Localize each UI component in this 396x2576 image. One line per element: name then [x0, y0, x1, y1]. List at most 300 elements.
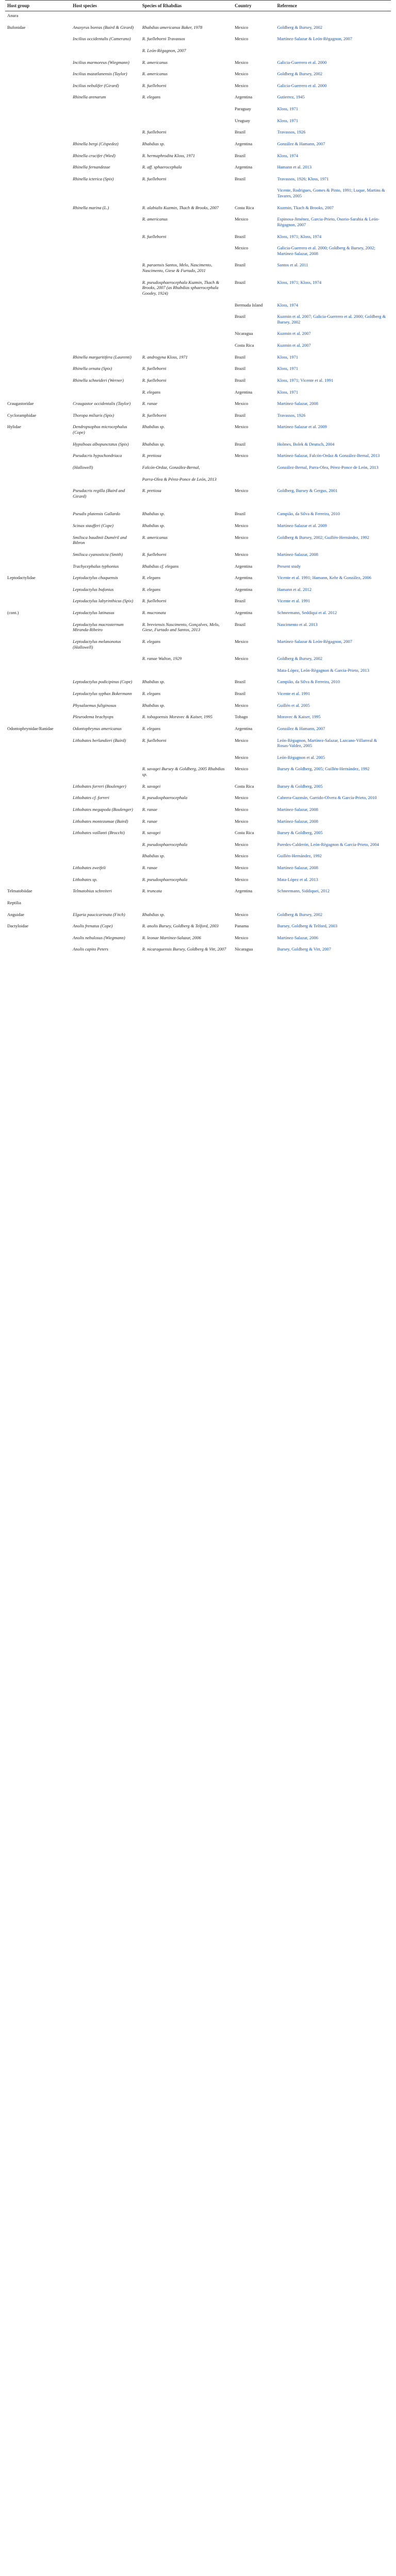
host-species-cell: Rhinella arenarum	[73, 94, 106, 100]
country-cell: Mexico	[235, 36, 249, 42]
reference-cell[interactable]: Kloss, 1971	[277, 117, 299, 123]
host-group-cell	[5, 934, 71, 945]
table-row	[5, 341, 391, 353]
country-cell: Mexico	[235, 754, 249, 760]
country-cell: Argentina	[235, 575, 253, 581]
country-cell: Mexico	[235, 806, 249, 812]
host-group-cell: Bufonidae	[7, 24, 26, 30]
reference-cell[interactable]	[275, 11, 391, 23]
reference-cell[interactable]: Schneemann, Siddiquei, 2012	[277, 888, 330, 894]
reference-cell[interactable]: Bursey & Goldberg, 2005	[277, 783, 323, 789]
reference-cell[interactable]: Travassos, 1926; Kloss, 1971	[277, 176, 329, 181]
table-row	[5, 753, 391, 765]
host-species-cell	[71, 388, 140, 400]
host-group-cell	[5, 503, 71, 510]
rhabdias-species-cell: Rhabdias sp.	[142, 702, 165, 708]
rhabdias-species-cell: R. elegans	[142, 725, 161, 731]
reference-cell[interactable]: González & Hamann, 2007	[277, 725, 325, 731]
table-row	[5, 353, 391, 365]
reference-cell[interactable]: Present study	[277, 563, 301, 569]
rhabdias-species-cell: R. aff. sphaerocephala	[142, 164, 182, 170]
host-species-cell: Pseudacris hypochondriaca	[73, 453, 122, 459]
host-group-cell	[5, 782, 71, 794]
reference-cell[interactable]: Nascimento et al. 2013	[277, 621, 318, 627]
country-cell: Mexico	[235, 638, 249, 644]
rhabdias-species-cell: Rhabdias sp.	[142, 911, 165, 917]
reference-cell[interactable]: Guillén-Hernández, 1992	[277, 853, 322, 859]
table-row	[5, 204, 391, 215]
host-group-cell	[5, 510, 71, 521]
host-group-cell	[5, 388, 71, 400]
host-group-cell	[5, 140, 71, 151]
reference-cell[interactable]: Martínez-Salazar & León-Règagnon, 2007	[277, 36, 352, 42]
rhabdias-species-cell: R. elegans	[142, 94, 161, 100]
host-species-cell: Anolis frenatus (Cope)	[73, 923, 113, 929]
country-cell: Mexico	[235, 935, 249, 940]
country-cell: Argentina	[235, 94, 253, 100]
table-row	[5, 945, 391, 957]
country-cell: Mexico	[235, 818, 249, 824]
reference-cell[interactable]: Goldberg & Bursey, 2002	[277, 656, 323, 662]
reference-cell[interactable]: Espinosa-Jiménez, Garcia-Prieto, Osorio-Sarabia & León-Règagnon, 2007	[277, 216, 380, 227]
table-row	[5, 105, 391, 116]
host-group-cell	[5, 486, 71, 503]
reference-cell[interactable]: Vicente et al. 1991	[277, 598, 310, 604]
host-species-cell: Elgaria paucicarinata (Fitch)	[73, 911, 125, 917]
reference-cell[interactable]: Galicia-Guerrero et al. 2000	[277, 82, 327, 88]
table-row	[5, 899, 391, 910]
host-group-cell: Anura	[7, 13, 19, 18]
reference-cell[interactable]: Campião, da Silva & Ferreira, 2010	[277, 511, 340, 517]
reference-cell[interactable]: Goldberg & Bursey, 2002	[277, 71, 323, 77]
reference-cell[interactable]: Travassos, 1926	[277, 129, 306, 135]
host-group-cell: Dactyloidae	[7, 923, 29, 929]
host-species-cell: Odontophrynus americanus	[73, 725, 122, 731]
host-species-cell: Scinax staufferi (Cope)	[73, 523, 114, 528]
country-cell: Mexico	[235, 853, 249, 859]
reference-cell[interactable]: Mata-López, León-Règagnon & Garcia-Prieto, 2013	[277, 667, 370, 673]
host-species-cell: Anaxyrus boreas (Baird & Girard)	[73, 24, 134, 30]
reference-cell[interactable]: Goldberg & Bursey, 2002; Guillén-Hernández, 1992	[277, 534, 370, 540]
country-cell: Nicaragua	[235, 331, 253, 336]
table-row	[5, 388, 391, 400]
rhabdias-species-cell: R. elegans	[142, 389, 161, 395]
country-cell: Bermuda Island	[235, 302, 263, 308]
host-parasite-table	[5, 0, 391, 957]
reference-cell[interactable]: Kloss, 1971	[277, 106, 299, 111]
host-group-cell	[5, 163, 71, 175]
host-species-cell: Lithobates zweifeli	[73, 865, 106, 870]
reference-cell[interactable]: Martínez-Salazar, 2008	[277, 806, 318, 812]
country-cell	[233, 666, 275, 678]
reference-cell[interactable]: Bursey, Goldberg & Vitt, 2007	[277, 946, 331, 952]
host-group-cell	[5, 701, 71, 713]
host-species-cell	[71, 475, 140, 487]
rhabdias-species-cell: R. hermaphrodita Kloss, 1971	[142, 152, 195, 158]
host-group-cell	[5, 689, 71, 701]
rhabdias-species-cell: R. pseudosphaerocephala	[142, 876, 188, 882]
host-species-cell: Dendropsophus microcephalus (Cope)	[73, 424, 127, 435]
table-row	[5, 215, 391, 232]
rhabdias-species-cell: R. ranae	[142, 818, 158, 824]
host-group-cell: Cycloramphidae	[7, 412, 37, 418]
host-species-cell: Rhinella crucifer (Wied)	[73, 152, 116, 158]
country-cell	[233, 463, 275, 475]
country-cell: Argentina	[235, 563, 253, 569]
host-group-cell	[5, 70, 71, 81]
rhabdias-species-cell: R. elegans	[142, 691, 161, 696]
table-row	[5, 140, 391, 151]
host-species-cell: Leptodactylus syphax Bokermann	[73, 691, 132, 696]
reference-cell[interactable]: Kloss, 1971; Kloss, 1974	[277, 279, 322, 285]
rhabdias-species-cell	[140, 186, 233, 203]
host-group-cell	[5, 677, 71, 689]
host-species-cell: Lithobates cf. forreri	[73, 795, 109, 801]
table-row	[5, 163, 391, 175]
host-species-cell: Smilisca baudinii Duméril and Bibron	[73, 534, 127, 546]
reference-cell[interactable]: Kloss, 1971	[277, 389, 299, 395]
country-cell: Mexico	[235, 911, 249, 917]
table-row	[5, 232, 391, 244]
host-group-cell: Reptilia	[7, 900, 21, 905]
host-species-cell: Craugastor occidentalis (Taylor)	[73, 401, 131, 406]
host-species-cell	[71, 105, 140, 116]
rhabdias-species-cell: R. pseudosphaerocephala	[142, 841, 188, 847]
reference-cell[interactable]: Bursey, Goldberg & Telford, 2003	[277, 923, 338, 929]
country-cell: Mexico	[235, 245, 249, 251]
reference-cell[interactable]: González & Hamann, 2007	[277, 141, 325, 146]
reference-cell[interactable]: Moravec & Kaiser, 1995	[277, 714, 321, 720]
reference-cell[interactable]: Martínez-Salazar, 2008	[277, 401, 318, 406]
country-cell: Brazil	[235, 691, 246, 696]
table-row	[5, 422, 391, 439]
country-cell: Brazil	[235, 152, 246, 158]
host-group-cell: Hylidae	[7, 424, 21, 430]
table-row	[5, 503, 391, 510]
reference-cell[interactable]: Vicente et al. 1991	[277, 691, 310, 696]
table-row	[5, 677, 391, 689]
reference-cell[interactable]: Goldberg, Bursey & Gergus, 2001	[277, 488, 338, 494]
host-species-cell	[71, 852, 140, 863]
table-header-row	[5, 1, 391, 11]
table-row	[5, 922, 391, 934]
table-row	[5, 329, 391, 341]
host-species-cell: Pseudacris regilla (Baird and Girard)	[73, 488, 125, 499]
rhabdias-species-cell: R. ranae	[142, 401, 158, 406]
country-cell: Mexico	[235, 656, 249, 662]
host-species-cell: Leptodactylus macrosternum Miranda-Ribeiro	[73, 621, 124, 633]
rhabdias-species-cell: R. fuelleborni	[142, 82, 167, 88]
host-species-cell: Rhinella ornata (Spix)	[73, 366, 112, 371]
table-row	[5, 713, 391, 724]
reference-cell[interactable]: Kuzmin et al. 2007	[277, 331, 311, 336]
rhabdias-species-cell: R. elegans	[142, 586, 161, 592]
country-cell: Brazil	[235, 262, 246, 268]
table-row	[5, 910, 391, 922]
reference-cell[interactable]: Vicente et al. 1991; Hamann, Kehr & González, 2006	[277, 575, 371, 581]
host-group-cell: Odontophrynidae/Ranidae	[7, 725, 54, 731]
table-row	[5, 637, 391, 654]
reference-cell[interactable]: Martínez-Salazar, 2008	[277, 818, 318, 824]
host-species-cell: Lithobates montezumae (Baird)	[73, 818, 128, 824]
reference-cell[interactable]: Kuzmin, Tkach & Brooks, 2007	[277, 205, 334, 210]
country-cell	[233, 11, 275, 23]
reference-cell[interactable]: Campião, da Silva & Ferreira, 2010	[277, 679, 340, 685]
host-group-cell	[5, 376, 71, 388]
reference-cell[interactable]: Cabrera-Guzmán, Garrido-Olvera & García-Prieto, 2010	[277, 795, 377, 801]
host-group-cell	[5, 204, 71, 215]
reference-cell[interactable]: Schneemann, Seddiqui et al. 2012	[277, 610, 337, 615]
rhabdias-species-cell: R. pretiosa	[142, 453, 161, 459]
host-group-cell	[5, 244, 71, 261]
table-row	[5, 411, 391, 423]
host-group-cell	[5, 550, 71, 562]
host-species-cell	[71, 312, 140, 329]
reference-cell[interactable]: Kloss, 1974	[277, 152, 299, 158]
rhabdias-species-cell: R. savagei	[142, 830, 161, 836]
host-species-cell: Rhinella fernandezae	[73, 164, 110, 170]
host-species-cell: Smilisca cyanosticta (Smith)	[73, 551, 123, 557]
table-row	[5, 765, 391, 782]
table-row	[5, 654, 391, 666]
rhabdias-species-cell: Rhabdias sp.	[142, 679, 165, 685]
rhabdias-species-cell: R. fuelleborni	[142, 366, 167, 371]
reference-cell[interactable]	[275, 475, 391, 487]
host-species-cell	[71, 341, 140, 353]
country-cell: Costa Rica	[235, 205, 254, 210]
host-species-cell	[71, 666, 140, 678]
reference-cell[interactable]: Martínez-Salazar, 2008	[277, 551, 318, 557]
host-species-cell: Incilius mazatlanensis (Taylor)	[73, 71, 127, 77]
reference-cell[interactable]: Santos et al. 2011	[277, 262, 308, 268]
host-species-cell	[71, 232, 140, 244]
host-species-cell: Pseudis platensis Gallardo	[73, 511, 120, 517]
host-species-cell: Incilius marmoreus (Wiegmann)	[73, 59, 129, 65]
reference-cell[interactable]: Kloss, 1971	[277, 354, 299, 360]
reference-cell[interactable]: Galicia-Guerrero et al. 2000	[277, 59, 327, 65]
country-cell: Mexico	[235, 523, 249, 528]
reference-cell[interactable]: Goldberg & Bursey, 2002	[277, 911, 323, 917]
table-row	[5, 689, 391, 701]
country-cell: Brazil	[235, 129, 246, 135]
country-cell: Brazil	[235, 233, 246, 239]
table-row	[5, 828, 391, 840]
column-header: Host group	[5, 1, 71, 11]
rhabdias-species-cell: R. leonae Martínez-Salazar, 2006	[142, 935, 201, 940]
rhabdias-species-cell: Falcón-Ordaz, González-Bernal,	[142, 464, 200, 470]
country-cell: Argentina	[235, 586, 253, 592]
rhabdias-species-cell: R. fuelleborni	[142, 412, 167, 418]
table-row	[5, 376, 391, 388]
reference-cell[interactable]: Galicia-Guerrero et al. 2000; Goldberg & Bursey, 2002; Martínez-Salazar, 2008	[277, 245, 375, 256]
country-cell: Costa Rica	[235, 830, 254, 836]
table-row	[5, 186, 391, 203]
reference-cell[interactable]: Bursey & Goldberg, 2005; Guillén-Hernández, 1992	[277, 766, 370, 772]
country-cell: Brazil	[235, 441, 246, 447]
reference-cell[interactable]: Martínez-Salazar, 2006	[277, 935, 318, 940]
country-cell: Brazil	[235, 279, 246, 285]
host-species-cell	[71, 301, 140, 313]
table-row	[5, 486, 391, 503]
host-group-cell	[5, 341, 71, 353]
table-row	[5, 597, 391, 608]
host-species-cell	[71, 46, 140, 58]
host-group-cell	[5, 828, 71, 840]
table-row	[5, 244, 391, 261]
host-species-cell: Leptodactylus labyrinthicus (Spix)	[73, 598, 134, 604]
host-species-cell	[71, 765, 140, 782]
rhabdias-species-cell: R. alabialis Kuzmin, Tkach & Brooks, 2007	[142, 205, 219, 210]
table-body	[5, 11, 391, 957]
reference-cell[interactable]	[275, 46, 391, 58]
host-species-cell: (Hallowell)	[73, 464, 93, 470]
table-row	[5, 35, 391, 46]
country-cell: Tobago	[235, 714, 248, 720]
host-group-cell	[5, 463, 71, 475]
host-species-cell: Rhinella margaritifera (Laurenti)	[73, 354, 131, 360]
host-group-cell	[5, 301, 71, 313]
country-cell	[233, 503, 275, 510]
rhabdias-species-cell: R. ranae Walton, 1929	[142, 656, 182, 662]
country-cell: Mexico	[235, 551, 249, 557]
host-group-cell	[5, 261, 71, 278]
country-cell: Mexico	[235, 766, 249, 772]
reference-cell[interactable]: Holmes, Bolek & Deutsch, 2004	[277, 441, 335, 447]
host-species-cell: Rhinella marina (L.)	[73, 205, 109, 210]
table-row	[5, 475, 391, 487]
reference-cell[interactable]: Bursey & Goldberg, 2005	[277, 830, 323, 836]
rhabdias-species-cell: Rhabdias sp.	[142, 424, 165, 430]
host-species-cell: Leptodactylus melanonotus (Hallowell)	[73, 638, 121, 650]
reference-cell[interactable]: Vicente, Rodrigues, Gomes & Pinto, 1991; Luque, Martins & Tavares, 2005	[277, 188, 385, 198]
rhabdias-species-cell: Rhabdias sp.	[142, 523, 165, 528]
reference-cell[interactable]	[275, 899, 391, 910]
reference-cell[interactable]: Martínez-Salazar et al. 2009	[277, 523, 327, 528]
host-species-cell	[71, 899, 140, 910]
rhabdias-species-cell: R. fuelleborni	[142, 551, 167, 557]
rhabdias-species-cell: R. ranae	[142, 806, 158, 812]
reference-cell[interactable]: Mata-López et al. 2013	[277, 876, 318, 882]
reference-cell[interactable]: Hamann et al. 2012	[277, 586, 312, 592]
rhabdias-species-cell	[140, 329, 233, 341]
reference-cell[interactable]	[275, 503, 391, 510]
table-row	[5, 23, 391, 35]
host-group-cell	[5, 562, 71, 574]
reference-cell[interactable]: Kuzmin et al. 2007	[277, 343, 311, 348]
reference-cell[interactable]: Martínez-Salazar, Falcón-Ordaz & González-Bernal, 2013	[277, 453, 380, 459]
rhabdias-species-cell	[140, 244, 233, 261]
table-row	[5, 440, 391, 452]
reference-cell[interactable]: León-Règagnon et al. 2005	[277, 754, 325, 760]
host-species-cell: Anolis capito Peters	[73, 946, 109, 952]
rhabdias-species-cell	[140, 341, 233, 353]
host-species-cell: Thoropa miliaris (Spix)	[73, 412, 114, 418]
reference-cell[interactable]: Kloss, 1971	[277, 366, 299, 371]
host-group-cell	[5, 175, 71, 187]
rhabdias-species-cell: R. fuelleborni	[142, 737, 167, 743]
rhabdias-species-cell: R. nicaraguensis Bursey, Goldberg & Vitt, 2007	[142, 946, 226, 952]
reference-cell[interactable]: Guillén et al. 2005	[277, 702, 310, 708]
country-cell: Brazil	[235, 314, 246, 319]
reference-cell[interactable]: Martínez-Salazar et al. 2009	[277, 424, 327, 430]
host-group-cell	[5, 637, 71, 654]
reference-cell[interactable]: Goldberg & Bursey, 2002	[277, 24, 323, 30]
reference-cell[interactable]: Kloss, 1974	[277, 302, 299, 308]
host-group-cell	[5, 736, 71, 753]
table-row	[5, 261, 391, 278]
table-row	[5, 852, 391, 863]
host-group-cell	[5, 840, 71, 852]
host-group-cell	[5, 666, 71, 678]
country-cell: Brazil	[235, 176, 246, 181]
rhabdias-species-cell: R. mucronata	[142, 610, 166, 615]
table-row	[5, 533, 391, 550]
rhabdias-species-cell: R. savagei Bursey & Goldberg, 2005 Rhabdias sp.	[142, 766, 225, 777]
rhabdias-species-cell: Rhabdias sp.	[142, 141, 165, 146]
country-cell: Nicaragua	[235, 946, 253, 952]
table-row	[5, 116, 391, 128]
table-row	[5, 934, 391, 945]
reference-cell[interactable]: Kuzmin et al. 2007; Galicia-Guerrero et al. 2000; Goldberg & Bursey, 2002	[277, 314, 386, 325]
host-group-cell: Telmatobiidae	[7, 888, 32, 894]
rhabdias-species-cell: R. elegans	[142, 638, 161, 644]
country-cell: Argentina	[235, 164, 253, 170]
reference-cell[interactable]: Kloss, 1971; Kloss, 1974	[277, 233, 322, 239]
reference-cell[interactable]: Hamann et al. 2013	[277, 164, 312, 170]
host-group-cell	[5, 35, 71, 46]
reference-cell[interactable]: González-Bernal, Parra-Olea, Pérez-Ponce de León, 2013	[277, 464, 378, 470]
host-species-cell	[71, 753, 140, 765]
rhabdias-species-cell: R. tobagoensis Moravec & Kaiser, 1995	[142, 714, 213, 720]
rhabdias-species-cell: R. fuelleborni Travassos	[142, 36, 185, 42]
host-species-cell: Lithobates sp.	[73, 876, 97, 882]
reference-cell[interactable]: Martínez-Salazar & León-Règagnon, 2007	[277, 638, 352, 644]
host-group-cell	[5, 793, 71, 805]
host-group-cell	[5, 805, 71, 817]
reference-cell[interactable]: Gutierrez, 1945	[277, 94, 305, 100]
host-group-cell	[5, 585, 71, 597]
reference-cell[interactable]: Kloss, 1971; Vicente et al. 1991	[277, 377, 334, 383]
country-cell: Mexico	[235, 488, 249, 494]
country-cell: Mexico	[235, 24, 249, 30]
table-row	[5, 301, 391, 313]
rhabdias-species-cell: R. androgyna Kloss, 1971	[142, 354, 188, 360]
rhabdias-species-cell: R. americanus	[142, 216, 168, 222]
host-group-cell	[5, 93, 71, 105]
reference-cell[interactable]: León-Règagnon, Martínez-Salazar, Lazcano-Villarreal & Rosas-Valdez, 2005	[277, 737, 377, 749]
rhabdias-species-cell: R. fuelleborni	[142, 176, 167, 181]
host-species-cell	[71, 278, 140, 301]
host-species-cell	[71, 329, 140, 341]
host-species-cell: Lithobates megapoda (Boulenger)	[73, 806, 133, 812]
reference-cell[interactable]: Travassos, 1926	[277, 412, 306, 418]
table-row	[5, 701, 391, 713]
rhabdias-species-cell: Rhabdias americanus Baker, 1978	[142, 24, 203, 30]
rhabdias-species-cell: R. paraensis Santos, Melo, Nascimento, Nascimento, Giese & Furtado, 2011	[142, 262, 212, 273]
host-group-cell	[5, 875, 71, 887]
host-species-cell: Lithobates forreri (Boulenger)	[73, 783, 126, 789]
host-group-cell	[5, 151, 71, 163]
host-group-cell: Craugastoridae	[7, 401, 34, 406]
table-row	[5, 151, 391, 163]
rhabdias-species-cell: R. savagei	[142, 783, 161, 789]
country-cell: Argentina	[235, 610, 253, 615]
table-row	[5, 510, 391, 521]
reference-cell[interactable]: Martínez-Salazar, 2008	[277, 865, 318, 870]
table-row	[5, 573, 391, 585]
reference-cell[interactable]: Paredes-Calderón, León-Règagnon & García-Prieto, 2004	[277, 841, 379, 847]
rhabdias-species-cell: Parra-Olea & Pérez-Ponce de León, 2013	[142, 476, 217, 482]
